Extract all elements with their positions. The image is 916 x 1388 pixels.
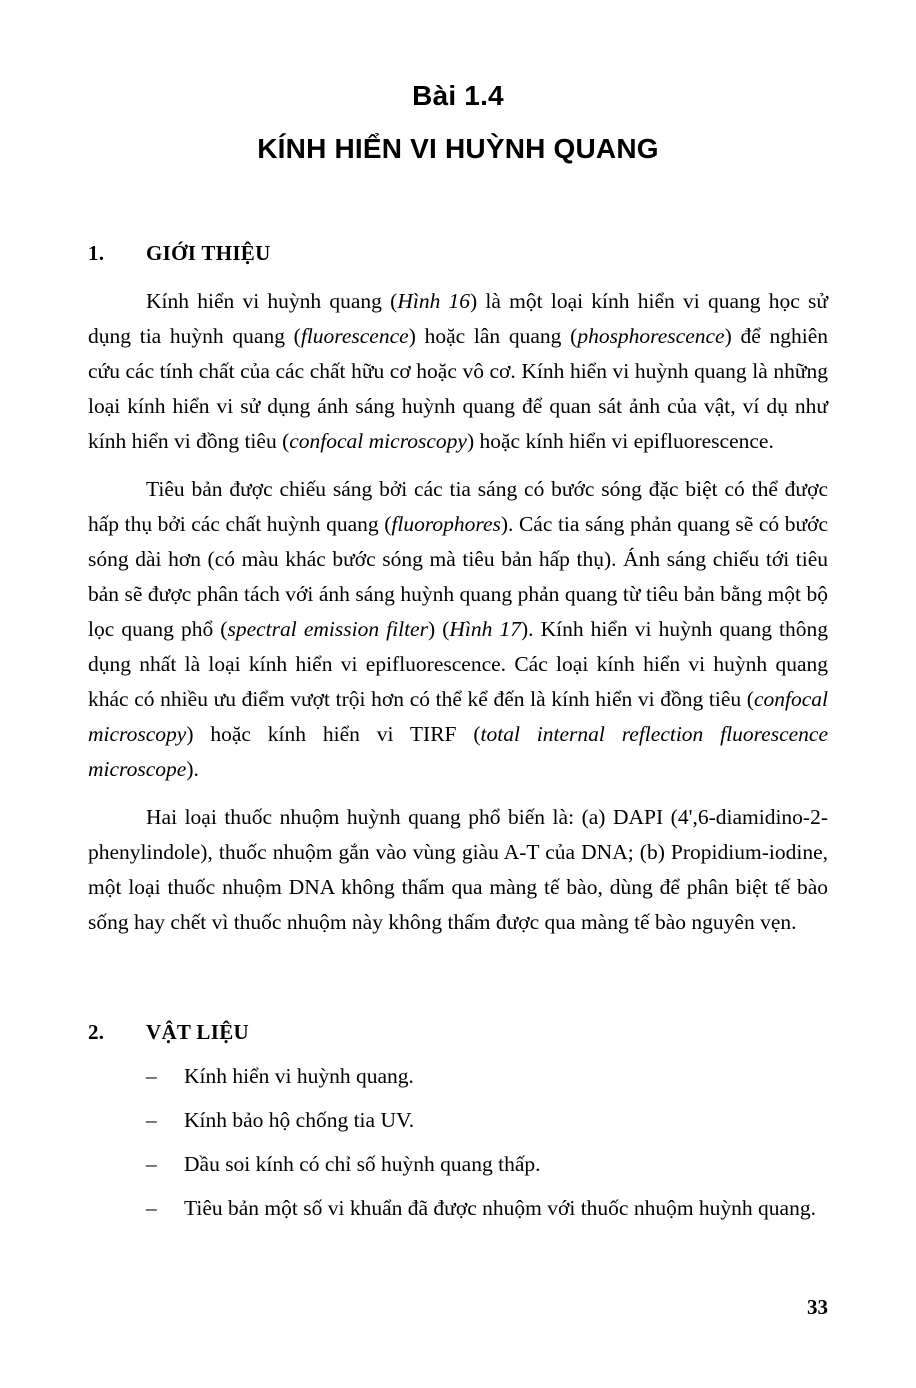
- page-title-block: [88, 78, 828, 167]
- list-item: [88, 1103, 828, 1138]
- dash-bullet-icon: –: [146, 1196, 157, 1220]
- list-item-label: Dầu soi kính có chỉ số huỳnh quang thấp.: [184, 1152, 541, 1176]
- list-item: [88, 1059, 828, 1094]
- materials-list: [88, 1059, 828, 1226]
- dash-bullet-icon: –: [146, 1152, 157, 1176]
- paragraph-introduction-2: Tiêu bản được chiếu sáng bởi các tia sáng có bước sóng đặc biệt có thể được hấp thụ bởi các chất huỳnh quang (fluorophores). Các tia sáng phản quang sẽ có bước sóng dài hơn (có màu khác bước sóng mà tiêu bản hấp thụ). Ánh sáng chiếu tới tiêu bản sẽ được phân tách với ánh sáng huỳnh quang phản quang từ tiêu bản bằng một bộ lọc quang phổ (spectral emission filter) (Hình 17). Kính hiển vi huỳnh quang thông dụng nhất là loại kính hiển vi epifluorescence. Các loại kính hiển vi huỳnh quang khác có nhiều ưu điểm vượt trội hơn có thể kể đến là kính hiển vi đồng tiêu (confocal microscopy) hoặc kính hiển vi TIRF (total internal reflection fluorescence microscope).: [88, 477, 829, 781]
- dash-bullet-icon: –: [146, 1064, 157, 1088]
- section-heading-introduction: [88, 238, 828, 268]
- list-item: [88, 1147, 828, 1182]
- section-number: 1.: [88, 241, 105, 265]
- paragraph-introduction-1: Kính hiển vi huỳnh quang (Hình 16) là một loại kính hiển vi quang học sử dụng tia huỳnh quang (fluorescence) hoặc lân quang (phosphorescence) để nghiên cứu các tính chất của các chất hữu cơ hoặc vô cơ. Kính hiển vi huỳnh quang là những loại kính hiển vi sử dụng ánh sáng huỳnh quang để quan sát ảnh của vật, ví dụ như kính hiển vi đồng tiêu (confocal microscopy) hoặc kính hiển vi epifluorescence.: [88, 289, 829, 453]
- section-title: GIỚI THIỆU: [146, 241, 271, 265]
- paragraph-introduction-3: Hai loại thuốc nhuộm huỳnh quang phổ biến là: (a) DAPI (4',6-diamidino-2-phenylindole), thuốc nhuộm gắn vào vùng giàu A-T của DNA; (b) Propidium-iodine, một loại thuốc nhuộm DNA không thấm qua màng tế bào, dùng để phân biệt tế bào sống hay chết vì thuốc nhuộm này không thấm được qua màng tế bào nguyên vẹn.: [88, 805, 828, 934]
- list-item-label: Kính hiển vi huỳnh quang.: [184, 1064, 414, 1088]
- list-item-label: Tiêu bản một số vi khuẩn đã được nhuộm với thuốc nhuộm huỳnh quang.: [184, 1196, 816, 1220]
- list-item-label: Kính bảo hộ chống tia UV.: [184, 1108, 415, 1132]
- dash-bullet-icon: –: [146, 1108, 157, 1132]
- section-number: 2.: [88, 1020, 105, 1044]
- document-body: [88, 238, 828, 1226]
- section-title: VẬT LIỆU: [146, 1020, 249, 1044]
- section-heading-materials: [88, 1017, 828, 1047]
- page-title-primary: Bài 1.4: [412, 80, 504, 111]
- page-number: 33: [807, 1295, 828, 1319]
- page-title-secondary: KÍNH HIỂN VI HUỲNH QUANG: [257, 133, 659, 164]
- list-item: [88, 1191, 828, 1226]
